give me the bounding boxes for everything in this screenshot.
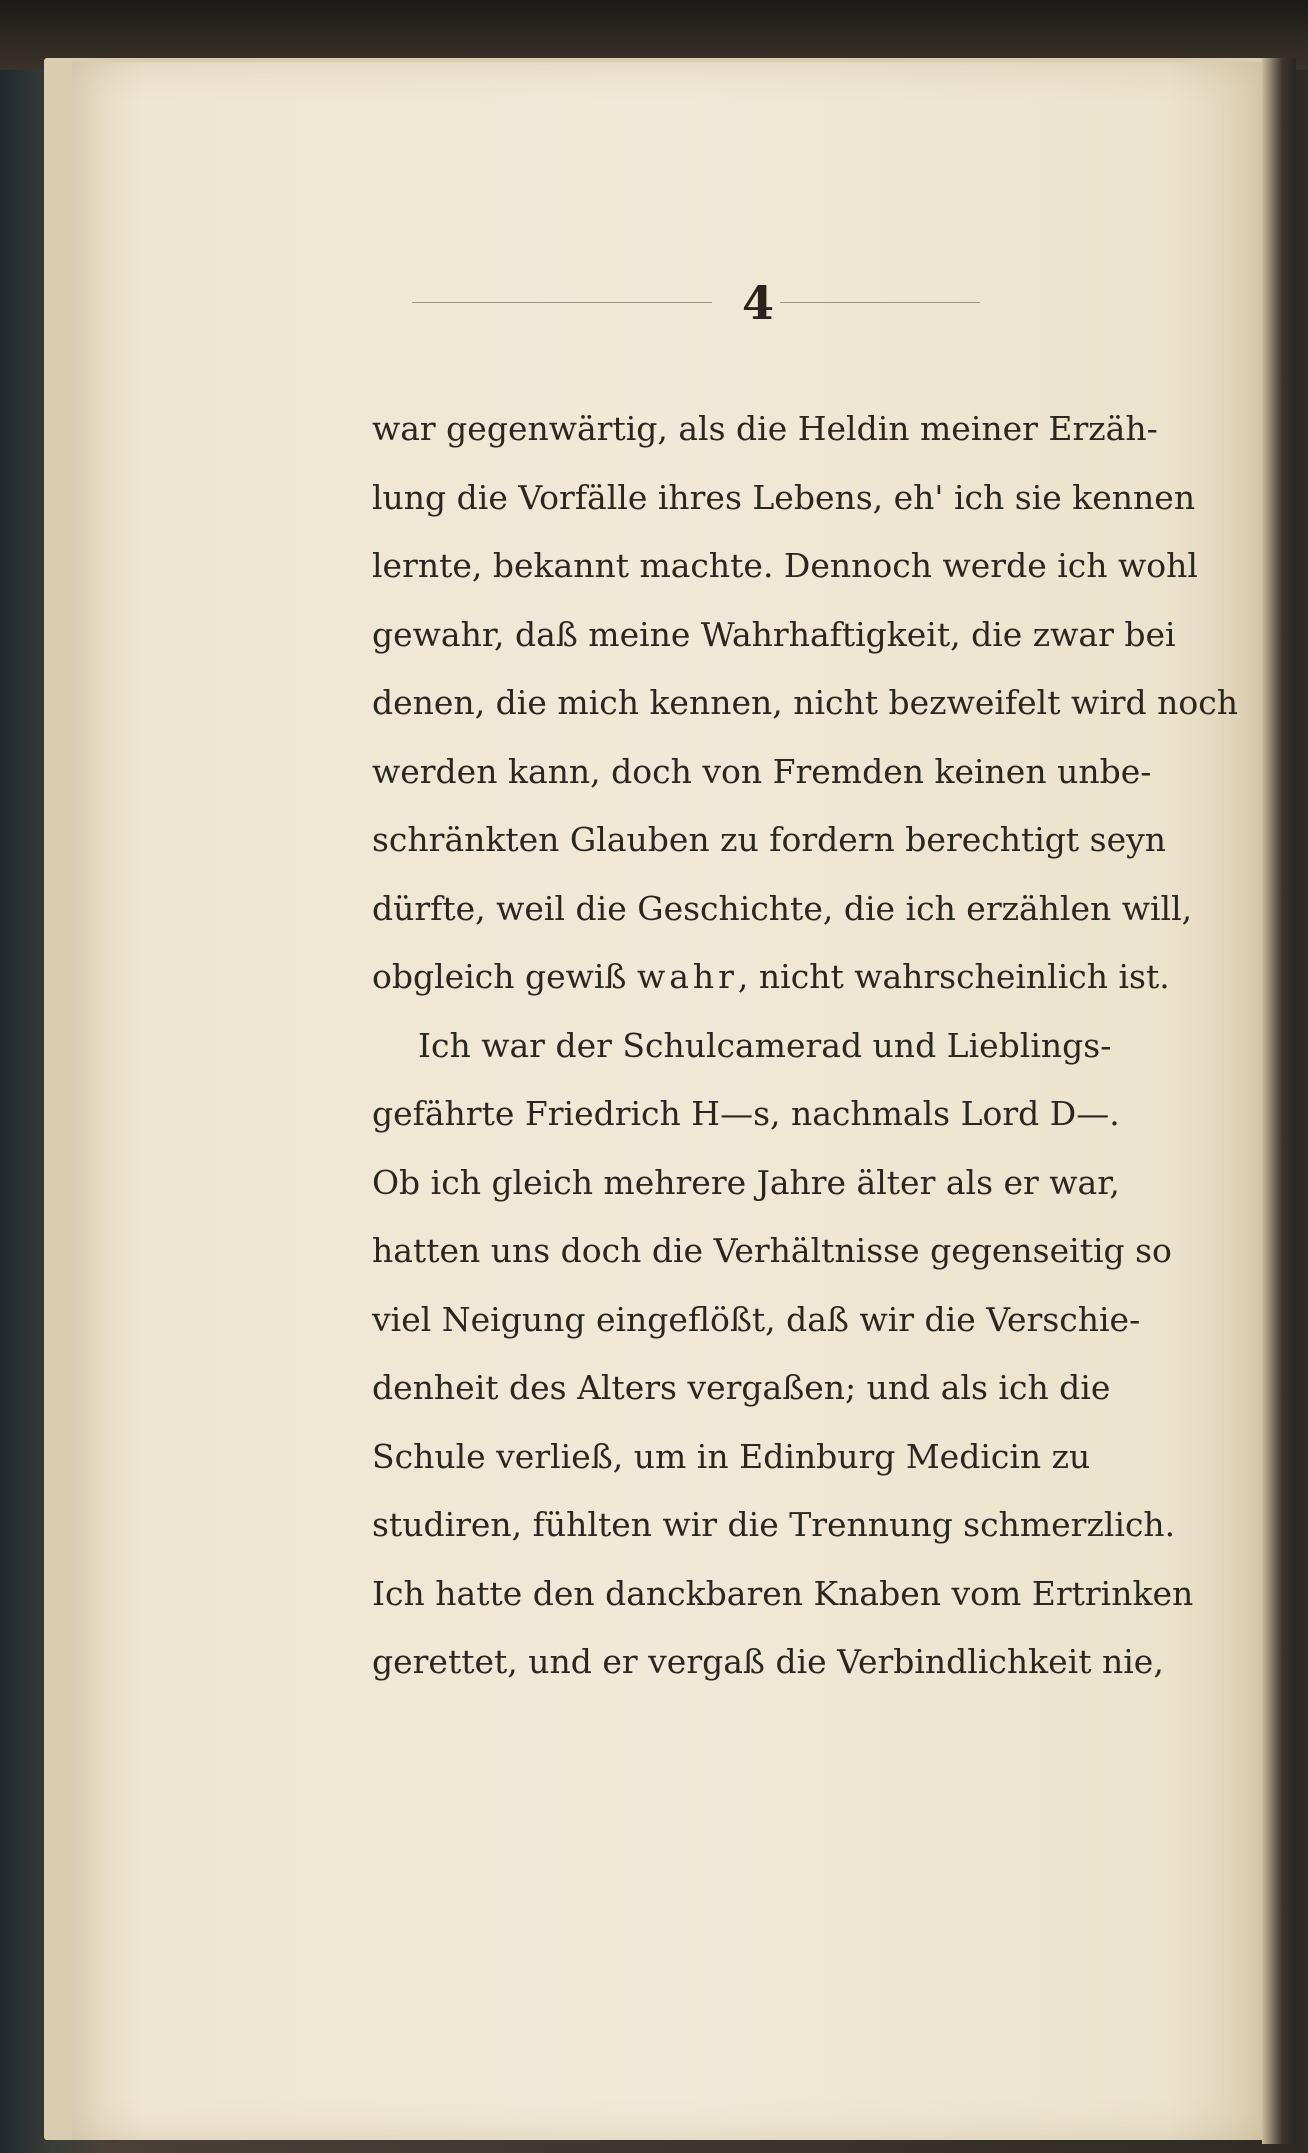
body-text	[372, 395, 1238, 1697]
text-line: dürfte, weil die Geschichte, die ich erzählen will,	[372, 888, 1193, 928]
header-rule-left	[412, 302, 712, 303]
text-line: denen, die mich kennen, nicht bezweifelt wird noch	[372, 683, 1238, 722]
text-line: schränkten Glauben zu fordern berechtigt seyn	[372, 820, 1167, 859]
text-line: war gegenwärtig, als die Heldin meiner Erzäh-	[372, 409, 1158, 448]
text-line: gewahr, daß meine Wahrhaftigkeit, die zwar bei	[372, 614, 1176, 654]
text-line: denheit des Alters vergaßen; und als ich die	[372, 1368, 1111, 1407]
text-line: viel Neigung eingeflößt, daß wir die Verschie-	[372, 1299, 1141, 1339]
text-line: Ich hatte den danckbaren Knaben vom Ertrinken	[372, 1573, 1194, 1613]
text-line: Schule verließ, um in Edinburg Medicin zu	[372, 1436, 1091, 1476]
page-number: 4	[742, 276, 775, 330]
text-line-emphasis	[372, 943, 1192, 1012]
header-rule-right	[780, 302, 980, 303]
text-line: hatten uns doch die Verhältnisse gegenseitig so	[372, 1231, 1172, 1270]
text-line: werden kann, doch von Fremden keinen unbe-	[372, 751, 1152, 791]
text-line: Ob ich gleich mehrere Jahre älter als er war,	[372, 1162, 1120, 1202]
text-segment: obgleich gewiß	[372, 957, 637, 996]
book-gutter-right	[1262, 58, 1296, 2144]
paragraph-start-line: Ich war der Schulcamerad und Lieblings-	[418, 1025, 1112, 1065]
text-line: gerettet, und er vergaß die Verbindlichkeit nie,	[372, 1642, 1164, 1681]
emphasized-word: wahr	[636, 957, 738, 996]
text-line: lernte, bekannt machte. Dennoch werde ich wohl	[372, 546, 1198, 585]
text-line: gefährte Friedrich H—s, nachmals Lord D—.	[372, 1094, 1120, 1133]
text-line: studiren, fühlten wir die Trennung schmerzlich.	[372, 1505, 1176, 1544]
text-line: lung die Vorfälle ihres Lebens, eh' ich sie kennen	[372, 477, 1196, 517]
text-segment: , nicht wahrscheinlich ist.	[737, 957, 1170, 996]
